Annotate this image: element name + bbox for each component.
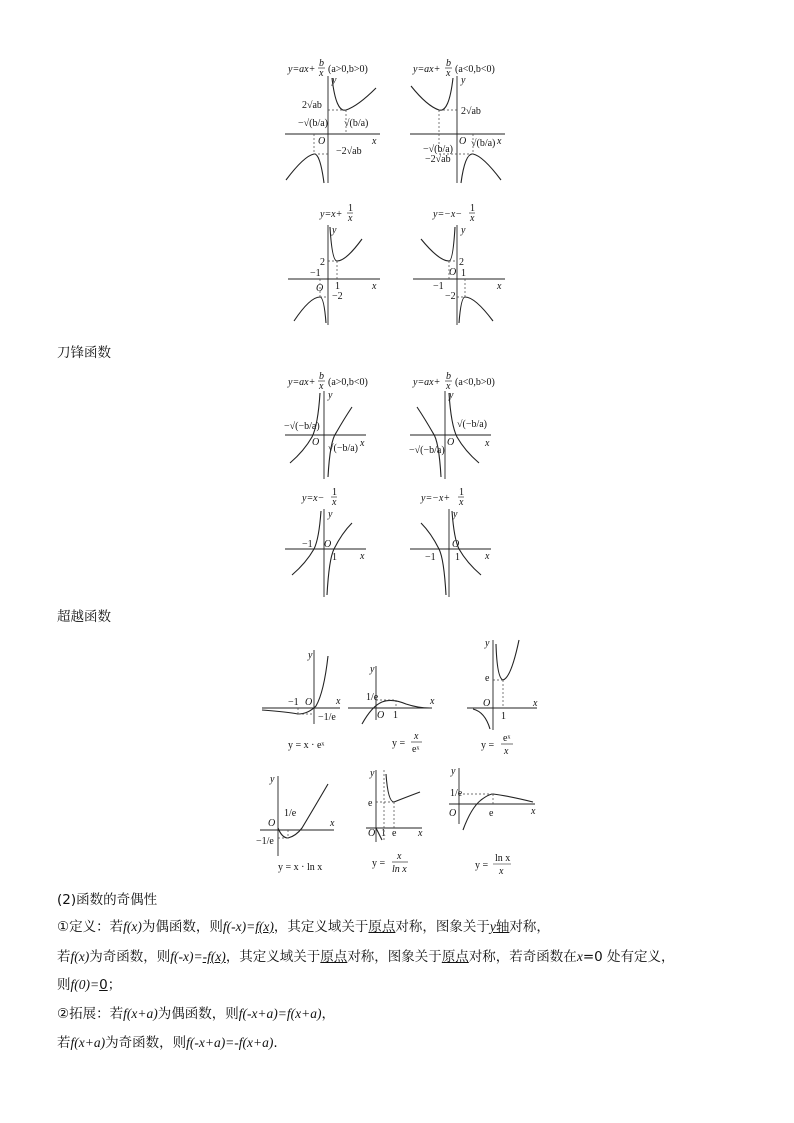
neg-one-label: −1 [302, 539, 313, 550]
min-value-label: e [485, 673, 490, 684]
one-label: 1 [393, 710, 398, 721]
definition-even-line: ①定义：若f(x)为偶函数，则f(-x)=f(x)，其定义域关于原点对称，图象关于y轴对称， [57, 919, 550, 935]
min-value-label: e [368, 798, 373, 809]
graph-x-plus-1-over-x [280, 203, 395, 328]
graph-formula-prefix: y = [475, 860, 489, 871]
graph-formula-prefix: y = [392, 738, 406, 749]
origin-label: O [483, 698, 491, 709]
y-label: y [332, 75, 337, 86]
origin-label: O [305, 697, 313, 708]
origin-label: O [268, 818, 276, 829]
neg-root-label: −√(−b/a) [284, 421, 320, 432]
graph-condition: (a>0,b>0) [328, 64, 368, 75]
x-label: x [360, 438, 365, 449]
pos-root-label: √(−b/a) [457, 419, 488, 430]
origin-label: O [449, 267, 457, 278]
one-label: 1 [381, 828, 386, 839]
graph-ax-plus-b-over-x-a-neg-b-pos [405, 371, 520, 481]
one-label: 1 [455, 552, 460, 563]
frac-den: x [446, 381, 451, 392]
left-branch-curve [411, 78, 453, 110]
frac-den: x [470, 213, 475, 224]
right-branch-curve [332, 78, 376, 110]
graph-exp-over-x [465, 634, 545, 759]
pos-root-label: √(−b/a) [328, 443, 359, 454]
x-label: x [497, 136, 502, 147]
frac-num: 1 [470, 203, 475, 214]
answer-blank: f(x) [255, 919, 274, 934]
y-label: y [370, 664, 375, 675]
max-value-label: −2√ab [425, 154, 451, 165]
formula-num: eˣ [503, 733, 511, 744]
right-branch-curve [496, 640, 519, 680]
neg-one-label: −1 [288, 697, 299, 708]
graph-formula: y=ax+ [413, 64, 441, 75]
y-label: y [461, 225, 466, 236]
graph-formula: y=ax+ [288, 64, 316, 75]
answer-blank: y [489, 919, 496, 934]
formula-num: x [397, 851, 402, 862]
x-label: x [485, 551, 490, 562]
graph-formula: y=−x− [433, 209, 463, 220]
y-label: y [485, 638, 490, 649]
pos-root-label: √(b/a) [344, 118, 369, 129]
heading-blade-functions: 刀锋函数 [57, 345, 111, 361]
frac-num: b [319, 371, 324, 382]
x-label: x [497, 281, 502, 292]
one-label: 1 [332, 552, 337, 563]
origin-label: O [318, 136, 326, 147]
formula-den: x [504, 746, 509, 757]
x-label: x [430, 696, 435, 707]
one-label: 1 [501, 711, 506, 722]
frac-num: 1 [348, 203, 353, 214]
graph-ax-plus-b-over-x-a-pos-b-neg [280, 371, 395, 481]
graph-formula: y=ax+ [288, 377, 316, 388]
graph-condition: (a>0,b<0) [328, 377, 368, 388]
min-value-label: −1/e [256, 836, 274, 847]
x-label: x [330, 818, 335, 829]
origin-label: O [312, 437, 320, 448]
e-label: e [489, 808, 494, 819]
left-branch-curve [473, 709, 490, 729]
e-label: e [392, 828, 397, 839]
x-label: x [372, 281, 377, 292]
graph-formula: y = x · ln x [278, 862, 323, 873]
answer-blank: 原点 [368, 919, 396, 935]
graph-ax-plus-b-over-x-a-pos-b-pos [280, 58, 395, 188]
frac-num: b [446, 58, 451, 69]
neg-root-label: −√(−b/a) [409, 445, 445, 456]
neg-one-label: −1 [425, 552, 436, 563]
formula-den: eˣ [412, 744, 420, 755]
y-label: y [370, 768, 375, 779]
max-value-label: 1/e [450, 788, 463, 799]
extremum-x-label: 1/e [284, 808, 297, 819]
origin-label: O [447, 437, 455, 448]
min-value-label: −1/e [318, 712, 336, 723]
min-value-label: 2√ab [461, 106, 481, 117]
graph-condition: (a<0,b<0) [455, 64, 495, 75]
formula-den: ln x [392, 864, 407, 875]
frac-num: b [446, 371, 451, 382]
frac-den: x [319, 381, 324, 392]
frac-num: 1 [459, 487, 464, 498]
frac-den: x [332, 497, 337, 508]
frac-num: 1 [332, 487, 337, 498]
origin-label: O [452, 539, 460, 550]
graph-formula: y=ax+ [413, 377, 441, 388]
pos-root-label: √(b/a) [471, 138, 496, 149]
max-value-label: −2 [332, 291, 343, 302]
graph-ax-plus-b-over-x-a-neg-b-neg [405, 58, 520, 188]
origin-label: O [316, 283, 324, 294]
right-branch-curve [327, 523, 352, 595]
neg-one-label: −1 [310, 268, 321, 279]
min-value-label: 2√ab [302, 100, 322, 111]
answer-blank: -f(x) [202, 949, 226, 964]
origin-label: O [449, 808, 457, 819]
extension-odd-line: 若f(x+a)为奇函数，则f(-x+a)=-f(x+a). [57, 1035, 278, 1051]
origin-label: O [377, 710, 385, 721]
y-label: y [270, 774, 275, 785]
frac-den: x [459, 497, 464, 508]
graph-x-times-exp [258, 636, 348, 756]
origin-label: O [459, 136, 467, 147]
max-value-label: −2√ab [336, 146, 362, 157]
graph-condition: (a<0,b>0) [455, 377, 495, 388]
y-label: y [461, 75, 466, 86]
right-branch-curve [328, 407, 352, 477]
odd-zero-line: 则f(0)=0； [57, 977, 122, 993]
graph-x-ln-x [252, 768, 352, 878]
graph-neg-x-minus-1-over-x [405, 203, 520, 328]
answer-blank: 0 [99, 977, 108, 993]
left-branch-curve [294, 297, 326, 323]
max-value-label: 1/e [366, 692, 379, 703]
frac-den: x [446, 68, 451, 79]
x-label: x [533, 698, 538, 709]
graph-formula: y=x− [302, 493, 325, 504]
answer-blank: 原点 [320, 949, 348, 965]
y-label: y [449, 390, 454, 401]
x-label: x [372, 136, 377, 147]
x-label: x [418, 828, 423, 839]
x-label: x [360, 551, 365, 562]
y-label: y [328, 509, 333, 520]
formula-num: ln x [495, 853, 511, 864]
y-label: y [453, 509, 458, 520]
graph-formula: y = x · eˣ [288, 740, 325, 751]
answer-blank: 原点 [441, 949, 469, 965]
graph-formula-prefix: y = [372, 858, 386, 869]
left-branch-curve [286, 154, 324, 183]
frac-den: x [348, 213, 353, 224]
x-label: x [531, 806, 536, 817]
definition-odd-line: 若f(x)为奇函数，则f(-x)=-f(x)，其定义域关于原点对称，图象关于原点对称，若奇函数在x=0 处有定义， [57, 949, 675, 965]
graph-x-minus-1-over-x [280, 487, 395, 599]
formula-num: x [414, 731, 419, 742]
neg-root-label: −√(b/a) [298, 118, 329, 129]
section-title: (2)函数的奇偶性 [57, 892, 158, 908]
min-value-label: 2 [320, 257, 325, 268]
neg-root-label: −√(b/a) [423, 144, 454, 155]
one-label: 1 [461, 268, 466, 279]
right-branch-curve [386, 774, 420, 802]
max-value-label: −2 [445, 291, 456, 302]
x-label: x [485, 438, 490, 449]
extension-even-line: ②拓展：若f(x+a)为偶函数，则f(-x+a)=f(x+a)， [57, 1006, 335, 1022]
left-branch-curve [417, 407, 441, 477]
graph-formula: y=x+ [320, 209, 343, 220]
left-branch-curve [421, 227, 455, 261]
formula-den: x [499, 866, 504, 877]
y-label: y [451, 766, 456, 777]
one-label: 1 [335, 281, 340, 292]
y-label: y [332, 225, 337, 236]
y-label: y [308, 650, 313, 661]
frac-den: x [319, 68, 324, 79]
heading-transcendental-functions: 超越函数 [57, 609, 111, 625]
right-branch-curve [452, 511, 481, 575]
curve [463, 794, 533, 830]
graph-neg-x-plus-1-over-x [405, 487, 520, 599]
right-branch-curve [459, 297, 493, 323]
x-label: x [336, 696, 341, 707]
graph-x-over-ln-x [362, 766, 452, 881]
origin-label: O [324, 539, 332, 550]
frac-num: b [319, 58, 324, 69]
origin-label: O [368, 828, 376, 839]
right-branch-curve [461, 154, 501, 183]
min-value-label: 2 [459, 257, 464, 268]
graph-formula: y=−x+ [421, 493, 451, 504]
neg-one-label: −1 [433, 281, 444, 292]
y-label: y [328, 390, 333, 401]
graph-formula-prefix: y = [481, 740, 495, 751]
graph-x-over-exp [348, 660, 443, 755]
graph-ln-x-over-x [447, 764, 542, 882]
